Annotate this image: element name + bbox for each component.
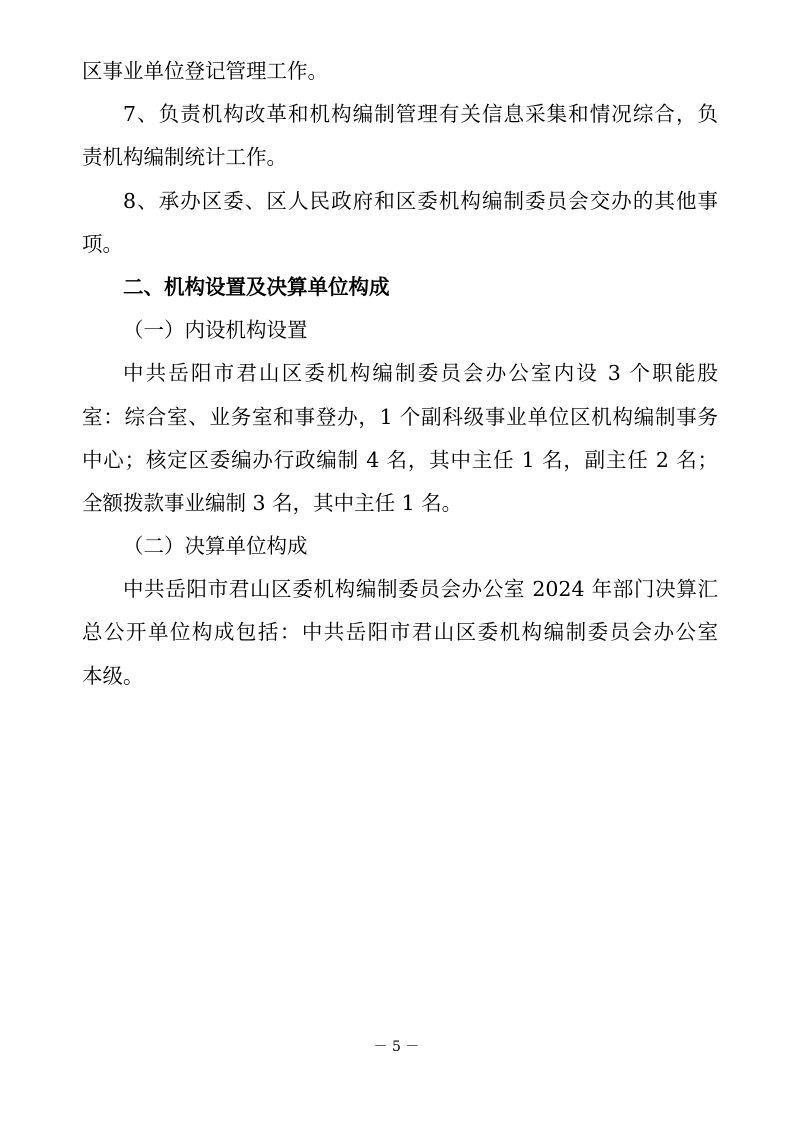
subsection-heading: （二）决算单位构成 — [123, 534, 308, 559]
text-line: 项。 — [82, 231, 123, 256]
text-line: 本级。 — [82, 663, 144, 688]
text-line: 责机构编制统计工作。 — [82, 145, 287, 170]
text-line: 室：综合室、业务室和事登办，1 个副科级事业单位区机构编制事务 — [82, 404, 718, 429]
text-line: 中共岳阳市君山区委机构编制委员会办公室内设 3 个职能股 — [123, 361, 718, 386]
text-line: 8、承办区委、区人民政府和区委机构编制委员会交办的其他事 — [123, 188, 718, 213]
page-number: － 5 － — [373, 1039, 420, 1055]
text-line: 中心；核定区委编办行政编制 4 名，其中主任 1 名，副主任 2 名； — [82, 447, 718, 472]
document-body — [82, 50, 718, 698]
section-heading: 二、机构设置及决算单位构成 — [123, 274, 390, 299]
text-line: 中共岳阳市君山区委机构编制委员会办公室 2024 年部门决算汇 — [123, 577, 718, 602]
text-line: 全额拨款事业编制 3 名，其中主任 1 名。 — [82, 490, 463, 515]
text-line: 总公开单位构成包括：中共岳阳市君山区委机构编制委员会办公室 — [82, 620, 718, 645]
text-line: 区事业单位登记管理工作。 — [82, 59, 328, 83]
text-line: 7、负责机构改革和机构编制管理有关信息采集和情况综合，负 — [123, 102, 718, 127]
subsection-heading: （一）内设机构设置 — [123, 318, 308, 343]
